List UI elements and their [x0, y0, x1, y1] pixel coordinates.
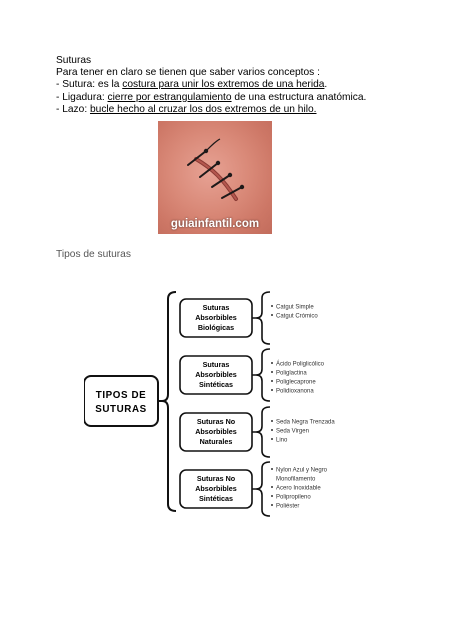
group-label: Biológicas — [197, 323, 235, 332]
group-label: Absorbibles — [195, 313, 237, 322]
concept-ligadura-term: cierre por estrangulamiento — [107, 91, 232, 103]
list-item: Monofilamento — [276, 476, 316, 483]
list-item: Catgut Simple — [276, 304, 314, 311]
group-brace — [252, 462, 270, 516]
list-item: Acero Inoxidable — [276, 485, 321, 492]
concept-lazo-term: bucle hecho al cruzar los dos extremos de un hilo. — [89, 103, 317, 115]
group-label: Suturas No — [196, 474, 236, 483]
group-label: Suturas No — [196, 417, 236, 426]
root-label-line2: SUTURAS — [95, 404, 147, 415]
sutures-diagram — [84, 289, 374, 521]
list-item: Poliéster — [276, 503, 300, 510]
intro-text — [56, 55, 436, 116]
list-item: Seda Negra Trenzada — [276, 419, 335, 426]
concept-ligadura: - Ligadura: cierre por estrangulamiento de una estructura anatómica. — [56, 91, 367, 103]
intro-heading: Suturas — [56, 55, 92, 66]
list-item: Poliglecaprone — [276, 379, 316, 386]
intro-lead: Para tener en claro se tienen que saber varios conceptos : — [56, 67, 320, 79]
root-brace — [158, 292, 176, 511]
group-no-absorbibles-naturales — [180, 407, 335, 457]
group-absorbibles-biologicas — [180, 292, 318, 344]
group-label: Sintéticas — [199, 380, 233, 389]
suture-photo — [158, 121, 272, 234]
list-item: Catgut Crómico — [276, 313, 318, 320]
concept-lazo: - Lazo: bucle hecho al cruzar los dos extremos de un hilo. — [56, 103, 317, 115]
concept-sutura-term: costura para unir los extremos de una herida — [122, 79, 325, 91]
group-brace — [252, 407, 270, 457]
list-item: Seda Virgen — [276, 428, 309, 435]
concept-sutura: - Sutura: es la costura para unir los extremos de una herida. — [56, 79, 328, 91]
root-label-line1: TIPOS DE — [95, 390, 147, 401]
photo-watermark: guiainfantil.com — [170, 218, 260, 230]
group-label: Absorbibles — [195, 484, 237, 493]
list-item: Polidioxanona — [276, 388, 314, 395]
group-no-absorbibles-sinteticas — [180, 462, 328, 516]
list-item: Poliglactina — [276, 370, 307, 377]
list-item: Ácido Poliglicólico — [276, 361, 325, 368]
group-label: Naturales — [199, 437, 233, 446]
list-item: Polipropileno — [276, 494, 311, 501]
root-box — [84, 376, 158, 426]
group-absorbibles-sinteticas — [180, 349, 325, 401]
group-label: Absorbibles — [195, 370, 237, 379]
group-label: Absorbibles — [195, 427, 237, 436]
group-label: Suturas — [202, 360, 230, 369]
group-brace — [252, 292, 270, 344]
list-item: Lino — [276, 437, 288, 444]
list-item: Nylon Azul y Negro — [276, 467, 328, 474]
section-title: Tipos de suturas — [56, 249, 131, 260]
group-label: Sintéticas — [199, 494, 233, 503]
group-label: Suturas — [202, 303, 230, 312]
group-brace — [252, 349, 270, 401]
